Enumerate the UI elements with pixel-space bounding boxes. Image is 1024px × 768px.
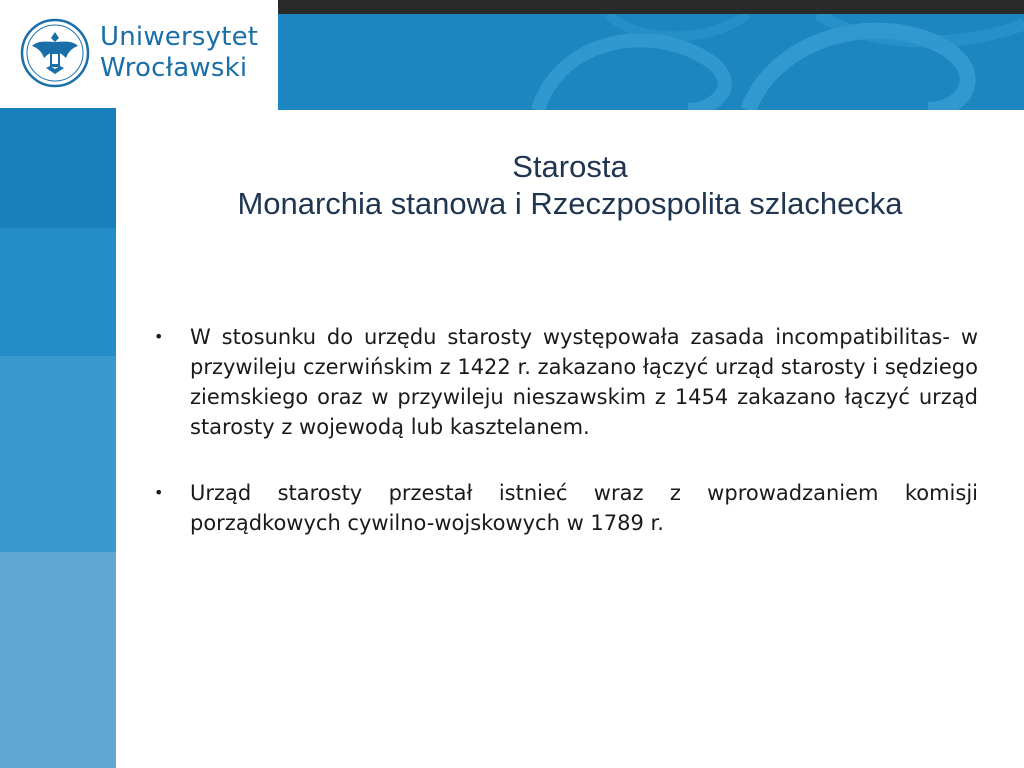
- sidebar-block-1: [0, 106, 116, 228]
- header-decorative-band: [278, 14, 1024, 110]
- sidebar-block-3: [0, 356, 116, 552]
- bullet-item: [150, 478, 978, 538]
- bullet-text: W stosunku do urzędu starosty występowała zasada incompatibilitas- w przywileju czerwińskim z 1422 r. zakazano łączyć urząd starosty i sędziego ziemskiego oraz w przywileju nieszawskim z 1454 zakazano łączyć urząd starosty z wojewodą lub kasztelanem.: [190, 325, 978, 439]
- top-dark-strip: [278, 0, 1024, 14]
- bullet-text: Urząd starosty przestał istnieć wraz z wprowadzaniem komisji porządkowych cywilno-wojskowych w 1789 r.: [190, 481, 978, 535]
- sidebar-block-2: [0, 228, 116, 356]
- university-eagle-emblem-icon: [20, 18, 90, 88]
- university-name: [100, 22, 258, 84]
- university-name-line2: Wrocławski: [100, 53, 248, 83]
- header-swirl-decoration: [278, 14, 1024, 110]
- university-name-line1: Uniwersytet: [100, 22, 259, 52]
- bullet-marker: •: [154, 327, 164, 346]
- sidebar-block-4: [0, 552, 116, 768]
- slide-title: [116, 148, 1024, 222]
- bullet-item: [150, 322, 978, 442]
- university-logo: [0, 0, 278, 108]
- slide-title-line2: Monarchia stanowa i Rzeczpospolita szlachecka: [237, 186, 903, 221]
- bullet-marker: •: [154, 483, 164, 502]
- slide-content: [150, 322, 978, 574]
- slide-title-line1: Starosta: [512, 149, 628, 184]
